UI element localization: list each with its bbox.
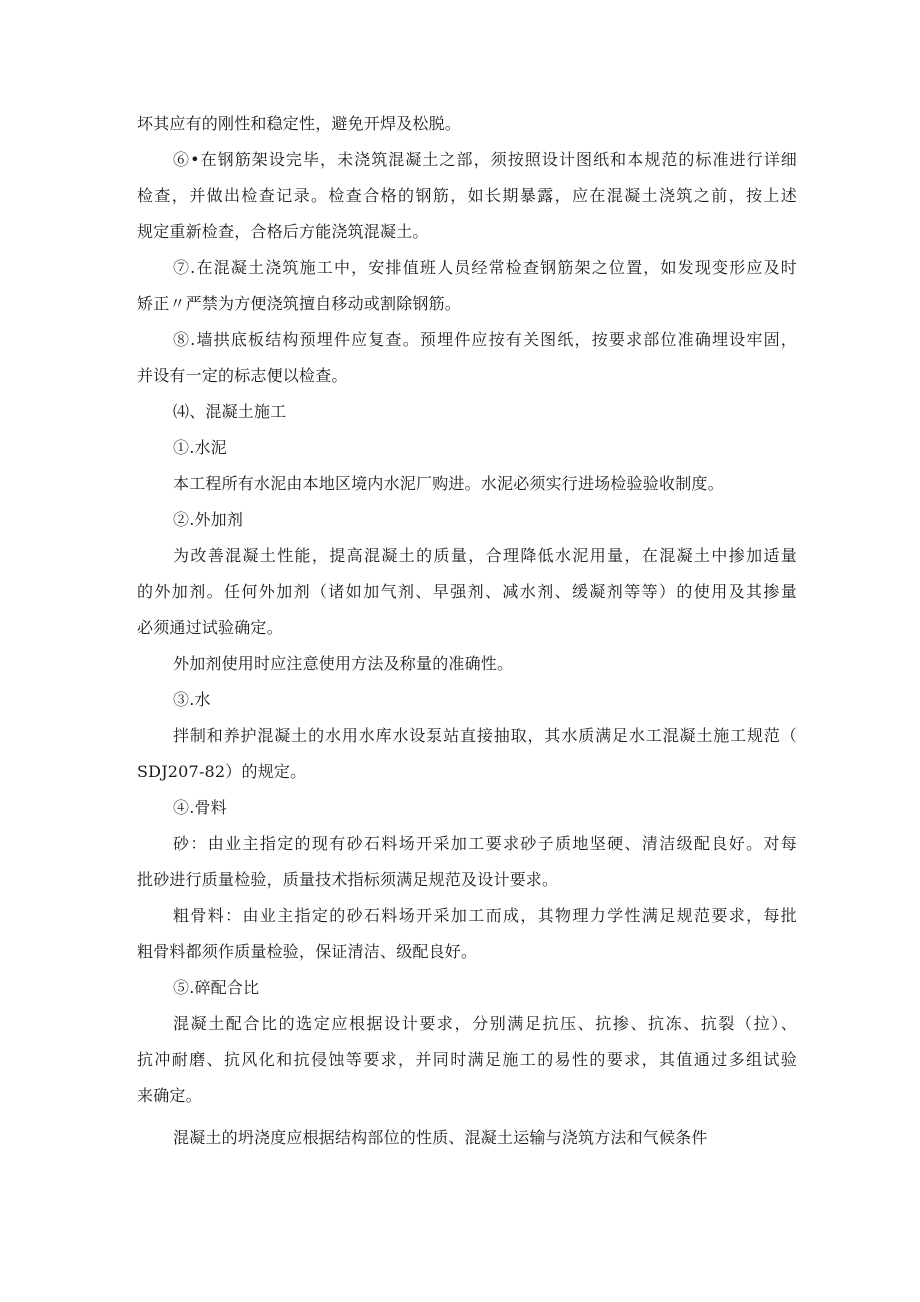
text-line: ⑧.墙拱底板结构预埋件应复查。预埋件应按有关图纸，按要求部位准确埋设牢固， bbox=[173, 330, 797, 349]
text-line: 粗骨料：由业主指定的砂石料场开采加工而成，其物理力学性满足规范要求，每批 bbox=[173, 906, 797, 925]
text-line: 外加剂使用时应注意使用方法及称量的准确性。 bbox=[173, 654, 514, 673]
text-line: ⑥•在钢筋架设完毕，未浇筑混凝土之部，须按照设计图纸和本规范的标准进行详细 bbox=[173, 150, 797, 169]
text-line: 抗冲耐磨、抗风化和抗侵蚀等要求，并同时满足施工的易性的要求，其值通过多组试验 bbox=[137, 1050, 797, 1069]
text-line: 砂：由业主指定的现有砂石料场开采加工要求砂子质地坚硬、清洁级配良好。对每 bbox=[173, 834, 797, 853]
subsection-heading: ④.骨料 bbox=[173, 798, 227, 817]
text-line: 为改善混凝土性能，提高混凝土的质量，合理降低水泥用量，在混凝土中掺加适量 bbox=[173, 546, 797, 565]
text-line: 的外加剂。任何外加剂（诸如加气剂、早强剂、减水剂、缓凝剂等等）的使用及其掺量 bbox=[137, 582, 797, 601]
subsection-heading: ③.水 bbox=[173, 690, 211, 709]
text-line: 混凝土的坍浇度应根据结构部位的性质、混凝土运输与浇筑方法和气候条件 bbox=[173, 1128, 708, 1147]
text-line: 检查，并做出检查记录。检查合格的钢筋，如长期暴露，应在混凝土浇筑之前，按上述 bbox=[137, 186, 797, 205]
section-heading: ⑷、混凝土施工 bbox=[173, 402, 287, 421]
text-line: 粗骨料都须作质量检验，保证清洁、级配良好。 bbox=[137, 942, 478, 961]
text-line: 来确定。 bbox=[137, 1086, 202, 1105]
subsection-heading: ②.外加剂 bbox=[173, 510, 244, 529]
text-line: 本工程所有水泥由本地区境内水泥厂购进。水泥必须实行进场检验验收制度。 bbox=[173, 474, 724, 493]
text-line: 批砂进行质量检验，质量技术指标须满足规范及设计要求。 bbox=[137, 870, 559, 889]
text-line: 混凝土配合比的选定应根据设计要求，分别满足抗压、抗掺、抗冻、抗裂（拉）、 bbox=[173, 1014, 797, 1033]
text-line: 坏其应有的刚性和稳定性，避免开焊及松脱。 bbox=[137, 114, 462, 133]
text-line: 拌制和养护混凝土的水用水库水设泵站直接抽取，其水质满足水工混凝土施工规范（ bbox=[173, 726, 797, 745]
text-line: ⑦.在混凝土浇筑施工中，安排值班人员经常检查钢筋架之位置，如发现变形应及时 bbox=[173, 258, 797, 277]
text-line: 必须通过试验确定。 bbox=[137, 618, 283, 637]
subsection-heading: ①.水泥 bbox=[173, 438, 227, 457]
text-line: 矫正〃严禁为方便浇筑擅自移动或割除钢筋。 bbox=[137, 294, 462, 313]
subsection-heading: ⑤.碎配合比 bbox=[173, 978, 260, 997]
text-line: 并设有一定的标志便以检查。 bbox=[137, 366, 348, 385]
text-line: 规定重新检查，合格后方能浇筑混凝土。 bbox=[137, 222, 429, 241]
text-line: SDJ207-82）的规定。 bbox=[137, 762, 307, 781]
